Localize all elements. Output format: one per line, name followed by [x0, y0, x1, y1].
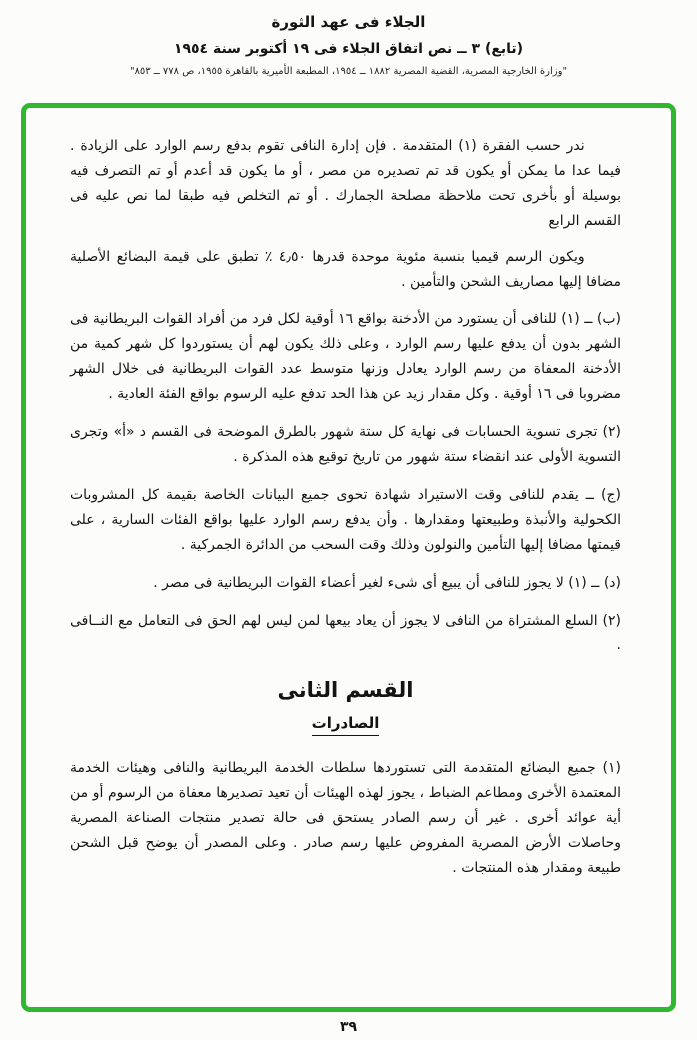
- section-2-subtitle-text: الصادرات: [312, 714, 380, 736]
- clause-c: (ج) ــ يقدم للنافى وقت الاستيراد شهادة تحوى جميع البيانات الخاصة بقيمة كل المشروبات الكحولية والأنبذة وطبيعتها ومقدارها . وأن يدفع رسم الوارد عليها بواقع الفئات السارية ، على قيمتها مضافا إليها التأمين والنولون وذلك وقت السحب من الدائرة الجمركية .: [70, 486, 621, 553]
- paragraph-duty-rate: ويكون الرسم قيميا بنسبة مئوية موحدة قدرها ٤٫٥٠ ٪ تطبق على قيمة البضائع الأصلية مضافا إليها مصاريف الشحن والتأمين .: [70, 248, 621, 290]
- clause-d-2: (٢) السلع المشتراة من النافى لا يجوز أن يعاد بيعها لمن ليس لهم الحق فى التعامل مع النــافى .: [70, 612, 621, 654]
- clause-d-1: (د) ــ (١) لا يجوز للنافى أن يبيع أى شىء لغير أعضاء القوات البريطانية فى مصر .: [153, 574, 621, 591]
- clause-b-1: (ب) ــ (١) للنافى أن يستورد من الأدخنة بواقع ١٦ أوقية لكل فرد من أفراد القوات البريطانية فى الشهر بدون أن يدفع عليها رسم الوارد ، وعلى ذلك يكون لهم أن يستوردوا كل شهر كمية من الأدخنة المعفاة من رسم الوارد يعادل وزنها متوسط عدد القوات البريطانية فى خلال الشهر مضروبا فى ١٦ أوقية . وكل مقدار زيد عن هذا الحد تدفع عليه الرسوم بواقع الفئة العادية .: [70, 311, 622, 403]
- green-highlight-frame: [21, 103, 676, 1012]
- clause-b-2: (٢) تجرى تسوية الحسابات فى نهاية كل ستة شهور بالطرق الموضحة فى القسم د «أ» وتجرى التسوية الأولى عند انقضاء ستة شهور من تاريخ توقيع هذه المذكرة .: [70, 424, 621, 465]
- page-number: ٣٩: [339, 1019, 358, 1035]
- clause-exports-1: (١) جميع البضائع المتقدمة التى تستوردها سلطات الخدمة البريطانية والنافى وهيئات الخدمة المعتمدة الأخرى ومطاعم الضباط ، يجوز لهذه الهيئات أن تعيد تصديرها معفاة من الرسوم أو من أية عوائد أخرى . غير أن رسم الصادر يستحق فى حالة تصدير منتجات الصناعة المصرية وحاصلات الأرض المصرية المفروض عليها رسم صادر . وعلى المصدر أن يوضح قبل الشحن طبيعة ومقدار هذه المنتجات .: [70, 760, 621, 876]
- section-2-subtitle: [70, 714, 621, 732]
- chapter-subtitle: (تابع) ٣ ــ نص اتفاق الجلاء فى ١٩ أكتوبر سنة ١٩٥٤: [173, 41, 524, 57]
- section-2-title: القسم الثانى: [277, 678, 414, 703]
- source-citation: "وزارة الخارجية المصرية، القضية المصرية ١٨٨٢ ــ ١٩٥٤، المطبعة الأميرية بالقاهرة ١٩٥٥، ص ٧٧٨ ــ ٨٥٣": [129, 66, 568, 77]
- book-title: الجلاء فى عهد الثورة: [271, 13, 426, 31]
- paragraph-intro: ندر حسب الفقرة (١) المتقدمة . فإن إدارة النافى تقوم بدفع رسم الوارد على الزيادة . فيما عدا ما يمكن أو يكون قد تم تصديره من مصر ، أو ما يكون قد أعدم أو تم التصرف فيه بوسيلة أو بأخرى تحت ملاحظة مصلحة الجمارك . أو تم التخلص فيه طبقا لما نص عليه فى القسم الرابع: [70, 138, 621, 229]
- page-header: [0, 0, 697, 77]
